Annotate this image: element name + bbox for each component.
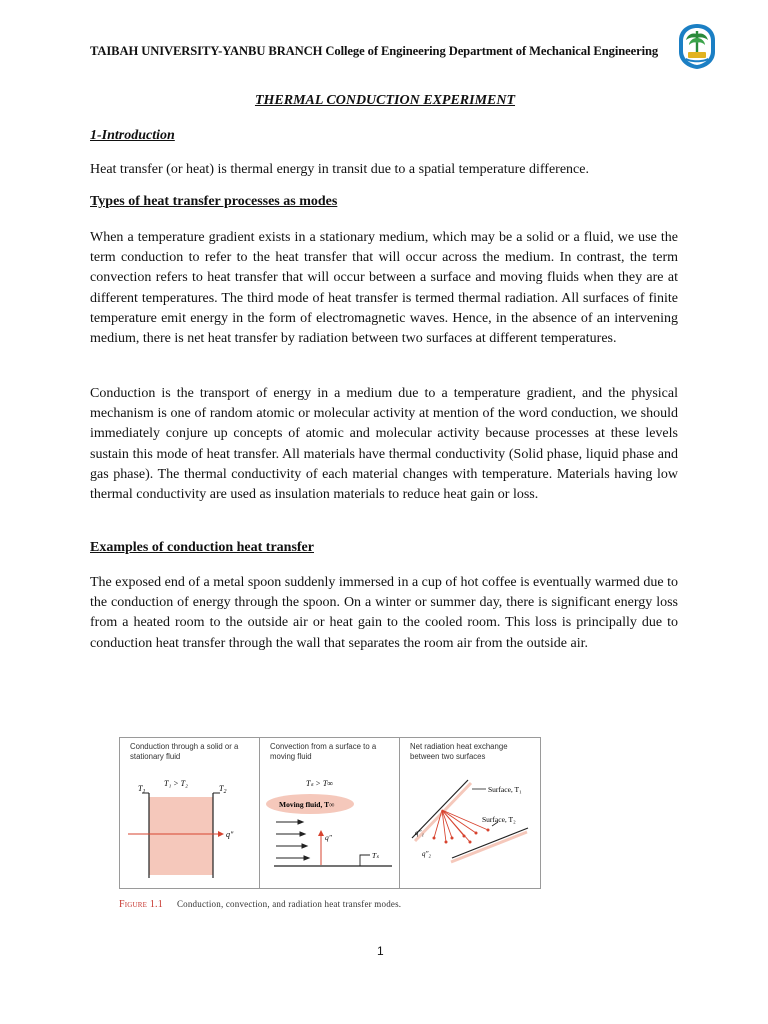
q1-label: q"₁ <box>415 829 424 837</box>
intro-paragraph: Heat transfer (or heat) is thermal energy in transit due to a spatial temperature difference. <box>90 162 589 177</box>
t1-label: $T_1$ <box>138 784 146 795</box>
page-number: 1 <box>377 944 384 958</box>
conduction-panel <box>120 738 259 888</box>
university-logo <box>676 22 718 70</box>
figure-caption <box>119 899 401 910</box>
surface2-label: Surface, T₂ <box>482 815 516 824</box>
figure-label: Figure 1.1 <box>119 899 163 910</box>
surface1-label: Surface, T₁ <box>488 785 522 794</box>
q2-label: q"₂ <box>422 850 431 858</box>
fluid-flow-arrows <box>276 820 309 860</box>
convection-diagram <box>260 738 400 888</box>
types-heading-text: Types of heat transfer processes as modes <box>90 194 338 209</box>
examples-heading: Examples of conduction heat transfer <box>90 540 314 555</box>
solid-block <box>149 797 213 875</box>
types-heading <box>90 194 337 210</box>
header-department: College of Engineering Department of Mechanical Engineering <box>322 44 659 58</box>
moving-fluid-label: Moving fluid, T∞ <box>279 800 335 809</box>
convection-panel-title: Convection from a surface to a moving fluid <box>270 742 377 761</box>
heat-transfer-figure <box>119 737 541 889</box>
surface-temp-label: Tₛ <box>372 851 379 860</box>
conduction-panel-title: Conduction through a solid or a stationary fluid <box>130 742 239 761</box>
figure-caption-text: Conduction, convection, and radiation heat transfer modes. <box>176 899 402 909</box>
conduction-flux-label: q" <box>226 830 234 839</box>
convection-flux-label: q" <box>325 833 332 842</box>
convection-relation: Tₛ > T∞ <box>306 779 333 788</box>
conduction-relation: T₁ > T₂ <box>164 779 188 788</box>
document-title: THERMAL CONDUCTION EXPERIMENT <box>254 93 516 108</box>
header-university: TAIBAH UNIVERSITY-YANBU BRANCH <box>90 44 323 58</box>
conduction-paragraph: Conduction is the transport of energy in a medium due to a temperature gradient, and the physical mechanism is one of random atomic or molecular activity at mention of the word conduction, we should immediately conjure up concepts of atomic and molecular activity because processes at these levels sustain this mode of heat transfer. All materials have thermal conductivity (Solid phase, liquid phase and gas phase). The thermal conductivity of each material changes with temperature. Materials having low thermal conductivity are used as insulation materials to reduce heat gain or loss. <box>90 386 678 503</box>
radiation-panel-title: Net radiation heat exchange between two surfaces <box>410 742 508 761</box>
examples-paragraph: The exposed end of a metal spoon suddenly immersed in a cup of hot coffee is eventually warmed due to the conduction of energy through the spoon. On a winter or summer day, there is significant energy loss from a heated room to the outside air or heat gain to the cooled room. This loss is principally due to conduction heat transfer through the wall that separates the room air from the outside air. <box>90 575 678 651</box>
t2-label: $T_2$ <box>219 784 227 795</box>
convection-panel <box>259 738 400 888</box>
radiation-diagram <box>400 738 541 888</box>
intro-heading: 1-Introduction <box>90 128 175 143</box>
conduction-diagram <box>120 738 259 888</box>
page-header <box>90 44 680 59</box>
radiation-panel <box>399 738 541 888</box>
types-paragraph: When a temperature gradient exists in a stationary medium, which may be a solid or a fluid, we use the term conduction to refer to the heat transfer that will occur across the medium. In contrast, the term convection refers to heat transfer that will occur between a surface and moving fluids when they are at different temperatures. The third mode of heat transfer is termed thermal radiation. All surfaces of finite temperature emit energy in the form of electromagnetic waves. Hence, in the absence of an intervening medium, there is net heat transfer by radiation between two surfaces at different temperatures. <box>90 230 678 347</box>
